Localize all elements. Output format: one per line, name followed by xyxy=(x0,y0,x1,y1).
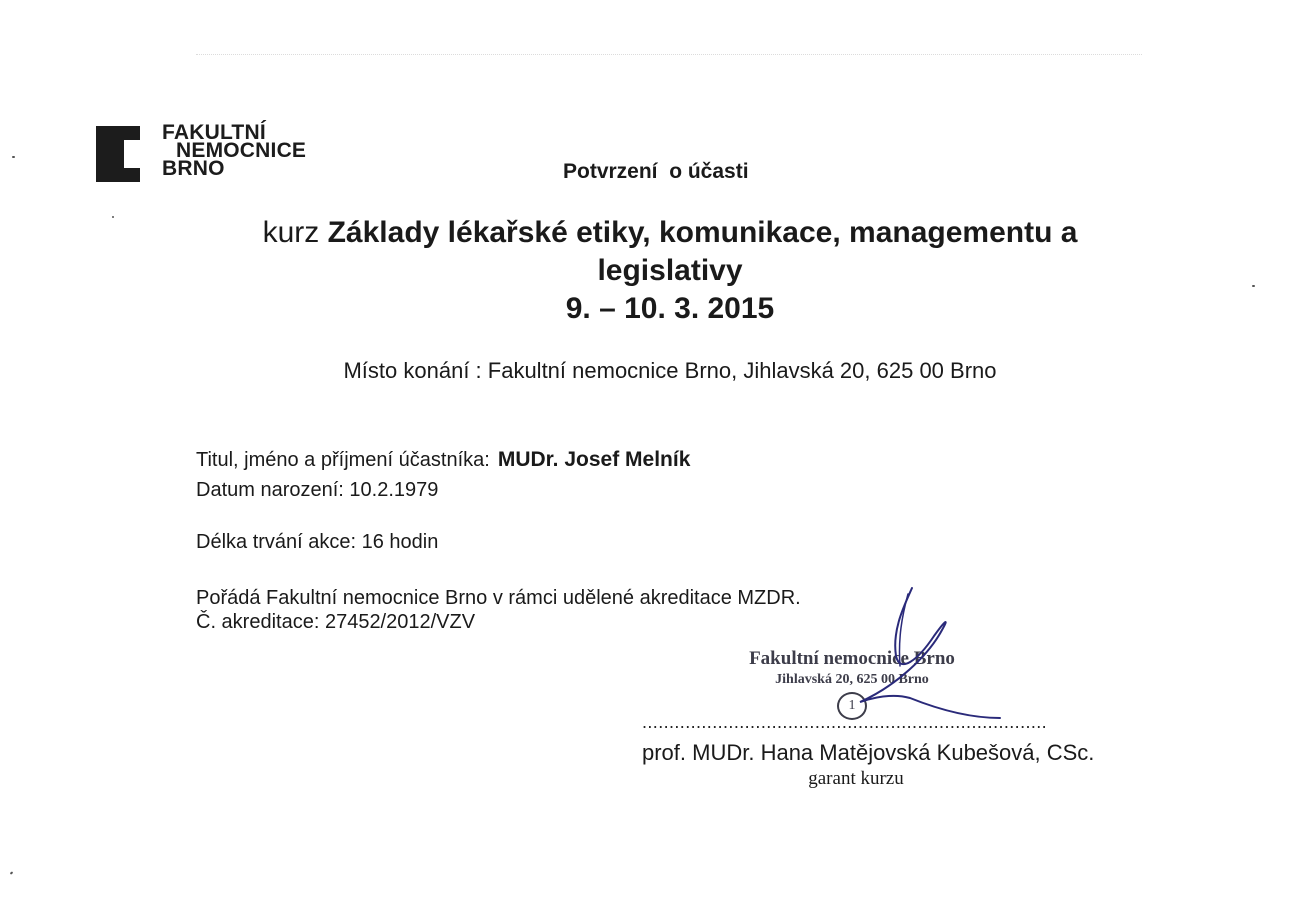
stamp-line-1: Fakultní nemocnice Brno xyxy=(749,648,955,669)
document-title: Potvrzení o účasti xyxy=(563,160,749,183)
scan-speck xyxy=(1252,285,1255,287)
logo-line-1: FAKULTNÍ xyxy=(162,121,266,144)
signer-name: prof. MUDr. Hana Matějovská Kubešová, CSc. xyxy=(642,740,1095,765)
logo-line-3: BRNO xyxy=(162,157,225,180)
stamp-number: 1 xyxy=(837,692,867,720)
hospital-logo xyxy=(96,121,366,184)
venue-line: Místo konání : Fakultní nemocnice Brno, Jihlavská 20, 625 00 Brno xyxy=(343,358,997,383)
participant-label: Titul, jméno a příjmení účastníka: xyxy=(196,449,490,471)
stamp-line-2: Jihlavská 20, 625 00 Brno xyxy=(775,672,929,687)
scan-speck xyxy=(12,156,15,158)
logo-mark-icon xyxy=(96,126,140,182)
handwritten-signature xyxy=(800,586,1020,726)
scan-speck xyxy=(112,216,114,218)
logo-line-2: NEMOCNICE xyxy=(176,139,307,162)
duration-line: Délka trvání akce: 16 hodin xyxy=(196,531,439,553)
course-heading xyxy=(196,214,1144,328)
course-prefix: kurz xyxy=(262,216,320,249)
participant-name: MUDr. Josef Melník xyxy=(497,448,691,471)
scan-speck xyxy=(10,871,14,874)
signature-line: ........................................................................... xyxy=(642,712,1048,732)
organizer-line: Pořádá Fakultní nemocnice Brno v rámci udělené akreditace MZDR. xyxy=(196,587,801,609)
accreditation-line: Č. akreditace: 27452/2012/VZV xyxy=(196,611,476,633)
logo-text xyxy=(162,121,307,180)
signer-role: garant kurzu xyxy=(808,768,904,789)
course-dates: 9. – 10. 3. 2015 xyxy=(565,292,775,325)
course-name: Základy lékařské etiky, komunikace, managementu a legislativy xyxy=(327,216,1078,287)
birth-date-line: Datum narození: 10.2.1979 xyxy=(196,479,439,501)
participant-line xyxy=(196,448,690,472)
scan-edge-line xyxy=(196,54,1142,55)
